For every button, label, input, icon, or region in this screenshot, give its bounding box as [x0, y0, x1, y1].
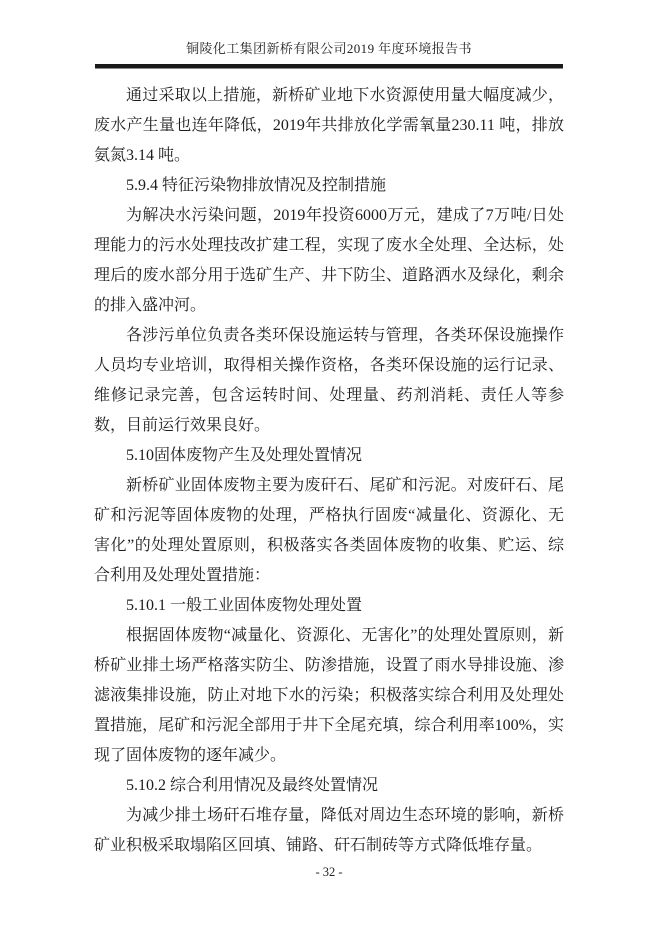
document-content [94, 81, 564, 861]
page-number: - 32 - [315, 865, 343, 879]
body-paragraph-facility-operation: 各涉污单位负责各类环保设施运转与管理，各类环保设施操作人员均专业培训，取得相关操作资格，各类环保设施的运行记录、维修记录完善，包含运转时间、处理量、药剂消耗、责任人等参数，目前运行效果良好。 [94, 327, 564, 434]
body-paragraph-comprehensive-utilization: 为减少排土场矸石堆存量，降低对周边生态环境的影响，新桥矿业积极采取塌陷区回填、铺路、矸石制砖等方式降低堆存量。 [94, 807, 564, 854]
section-heading-5-10: 5.10固体废物产生及处理处置情况 [126, 447, 363, 464]
header-rule [95, 64, 563, 69]
body-paragraph-sewage-treatment-project: 为解决水污染问题，2019年投资6000万元，建成了7万吨/日处理能力的污水处理技改扩建工程，实现了废水全处理、全达标，处理后的废水部分用于选矿生产、井下防尘、道路洒水及绿化，剩余的排入盛冲河。 [94, 207, 564, 314]
section-heading-5-10-1: 5.10.1 一般工业固体废物处理处置 [126, 597, 363, 614]
page-footer [0, 865, 658, 880]
section-heading-5-10-2: 5.10.2 综合利用情况及最终处置情况 [126, 777, 379, 794]
header-title: 铜陵化工集团新桥有限公司2019 年度环境报告书 [186, 41, 472, 56]
body-paragraph-solid-waste-overview: 新桥矿业固体废物主要为废矸石、尾矿和污泥。对废矸石、尾矿和污泥等固体废物的处理，严格执行固废“减量化、资源化、无害化”的处理处置原则，积极落实各类固体废物的收集、贮运、综合利用及处理处置措施： [94, 477, 564, 584]
section-heading-5-9-4: 5.9.4 特征污染物排放情况及控制措施 [126, 177, 387, 194]
page-header [0, 0, 658, 69]
body-paragraph-wastewater-reduction: 通过采取以上措施，新桥矿业地下水资源使用量大幅度减少，废水产生量也连年降低，2019年共排放化学需氧量230.11 吨，排放氨氮3.14 吨。 [94, 87, 564, 164]
body-paragraph-industrial-solid-waste: 根据固体废物“减量化、资源化、无害化”的处理处置原则，新桥矿业排土场严格落实防尘、防渗措施，设置了雨水导排设施、渗滤液集排设施，防止对地下水的污染；积极落实综合利用及处理处置措施，尾矿和污泥全部用于井下全尾充填，综合利用率100%，实现了固体废物的逐年减少。 [94, 627, 564, 764]
